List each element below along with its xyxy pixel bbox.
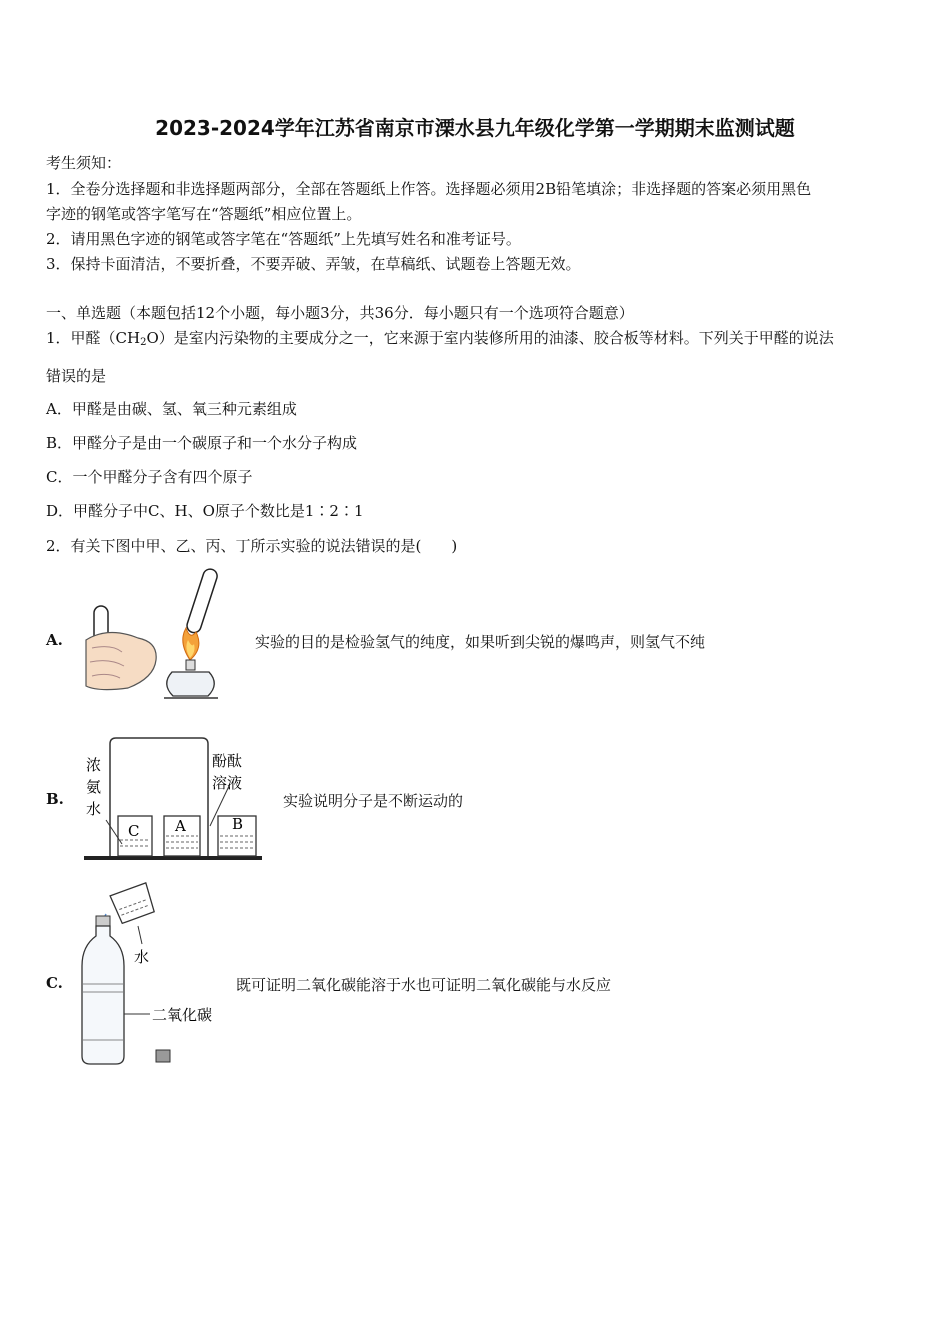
ammonia-label-1: 浓 bbox=[86, 756, 102, 774]
notice-item-2: 2．请用黑色字迹的钢笔或答字笔在“答题纸”上先填写姓名和准考证号。 bbox=[46, 230, 521, 248]
co2-label: 二氧化碳 bbox=[152, 1006, 213, 1024]
q2-option-c-text: 既可证明二氧化碳能溶于水也可证明二氧化碳能与水反应 bbox=[236, 976, 612, 994]
q2-option-b-text: 实验说明分子是不断运动的 bbox=[283, 792, 464, 810]
notice-item-1-cont: 字迹的钢笔或答字笔写在“答题纸”相应位置上。 bbox=[46, 205, 362, 223]
page-title: 2023-2024学年江苏省南京市溧水县九年级化学第一学期期末监测试题 bbox=[155, 116, 795, 140]
q1-option-b: B．甲醛分子是由一个碳原子和一个水分子构成 bbox=[46, 434, 358, 452]
q1-option-a: A．甲醛是由碳、氢、氧三种元素组成 bbox=[46, 400, 297, 418]
ammonia-label-3: 水 bbox=[86, 800, 102, 818]
notice-item-1: 1．全卷分选择题和非选择题两部分，全部在答题纸上作答。选择题必须用2B铅笔填涂；非选择题的答案必须用黑色 bbox=[46, 180, 812, 198]
phenolphthalein-label-2: 溶液 bbox=[212, 774, 243, 792]
question-2-stem: 2．有关下图中甲、乙、丙、丁所示实验的说法错误的是( ) bbox=[46, 537, 458, 555]
notice-item-3: 3．保持卡面清洁，不要折叠，不要弄破、弄皱，在草稿纸、试题卷上答题无效。 bbox=[46, 255, 581, 273]
notice-heading: 考生须知： bbox=[46, 154, 122, 172]
co2-bottle-figure bbox=[80, 880, 240, 1070]
hydrogen-purity-figure bbox=[78, 568, 238, 703]
question-1-stem bbox=[46, 327, 834, 348]
q1-stem-after: O）是室内污染物的主要成分之一，它来源于室内装修所用的油漆、胶合板等材料。下列关于甲醛的说法 bbox=[146, 329, 834, 347]
q2-option-a-label: A. bbox=[46, 631, 63, 649]
q1-subscript: 2 bbox=[140, 337, 147, 348]
q2-option-a-text: 实验的目的是检验氢气的纯度，如果听到尖锐的爆鸣声，则氢气不纯 bbox=[255, 633, 706, 651]
water-label: 水 bbox=[134, 948, 150, 966]
q2-option-c-label: C. bbox=[46, 974, 63, 992]
phenolphthalein-label-1: 酚酞 bbox=[212, 752, 243, 770]
beaker-c-label: C bbox=[128, 822, 140, 840]
beaker-b-label: B bbox=[232, 815, 244, 833]
q1-option-d: D．甲醛分子中C、H、O原子个数比是1∶2∶1 bbox=[46, 502, 364, 520]
question-1-stem-cont: 错误的是 bbox=[46, 367, 107, 385]
molecule-motion-figure bbox=[84, 736, 264, 862]
q2-option-b-label: B. bbox=[46, 790, 64, 808]
q1-stem-before: 1．甲醛（CH bbox=[46, 329, 141, 347]
beaker-a-label: A bbox=[175, 817, 186, 835]
ammonia-label-2: 氨 bbox=[86, 778, 102, 796]
section-heading: 一、单选题（本题包括12个小题，每小题3分，共36分．每小题只有一个选项符合题意） bbox=[46, 304, 634, 322]
q1-option-c: C．一个甲醛分子含有四个原子 bbox=[46, 468, 253, 486]
